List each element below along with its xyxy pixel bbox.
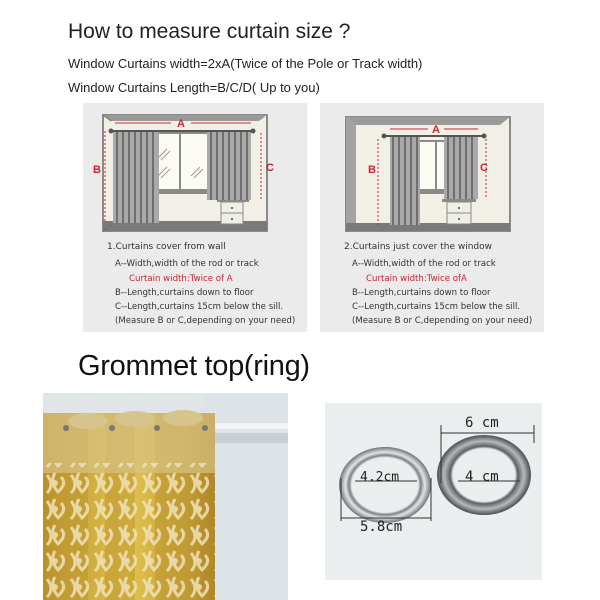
ring-small-outer-label: 5.8cm <box>360 519 403 535</box>
ring-small-inner-label: 4.2cm <box>360 470 400 485</box>
width-formula: Window Curtains width=2xA(Twice of the Pole or Track width) <box>68 56 423 71</box>
room-diagram-illustration <box>83 103 307 239</box>
svg-text:C: C <box>480 162 488 174</box>
diagram-cover-window <box>320 103 544 332</box>
svg-text:B: B <box>368 164 376 176</box>
diagram-cover-from-wall <box>83 103 307 332</box>
dimension-label-a: A <box>432 124 440 136</box>
ring-large-inner-label: 4 cm <box>465 469 499 485</box>
length-formula: Window Curtains Length=B/C/D( Up to you) <box>68 80 320 95</box>
diagram-caption: 2.Curtains just cover the window A--Width,width of the rod or track Curtain width:Twice ofA B--Length,curtains down to floor C--Length,curtains 15cm below the sill. (Measure B or C,depending on your need) <box>344 242 533 327</box>
room-diagram-illustration <box>320 103 544 239</box>
svg-text:B: B <box>93 164 101 176</box>
page-title: How to measure curtain size ? <box>68 20 351 43</box>
grommet-title: Grommet top(ring) <box>78 350 310 382</box>
dimension-label-a: A <box>177 118 185 130</box>
svg-text:C: C <box>266 162 274 174</box>
grommet-rings-photo <box>325 403 542 580</box>
curtain-photo <box>43 393 288 600</box>
ring-large-outer-label: 6 cm <box>465 415 499 431</box>
diagram-caption: 1.Curtains cover from wall A--Width,width of the rod or track Curtain width:Twice of A B--Length,curtains down to floor C--Length,curtains 15cm below the sill. (Measure B or C,depending on your need) <box>107 242 296 327</box>
